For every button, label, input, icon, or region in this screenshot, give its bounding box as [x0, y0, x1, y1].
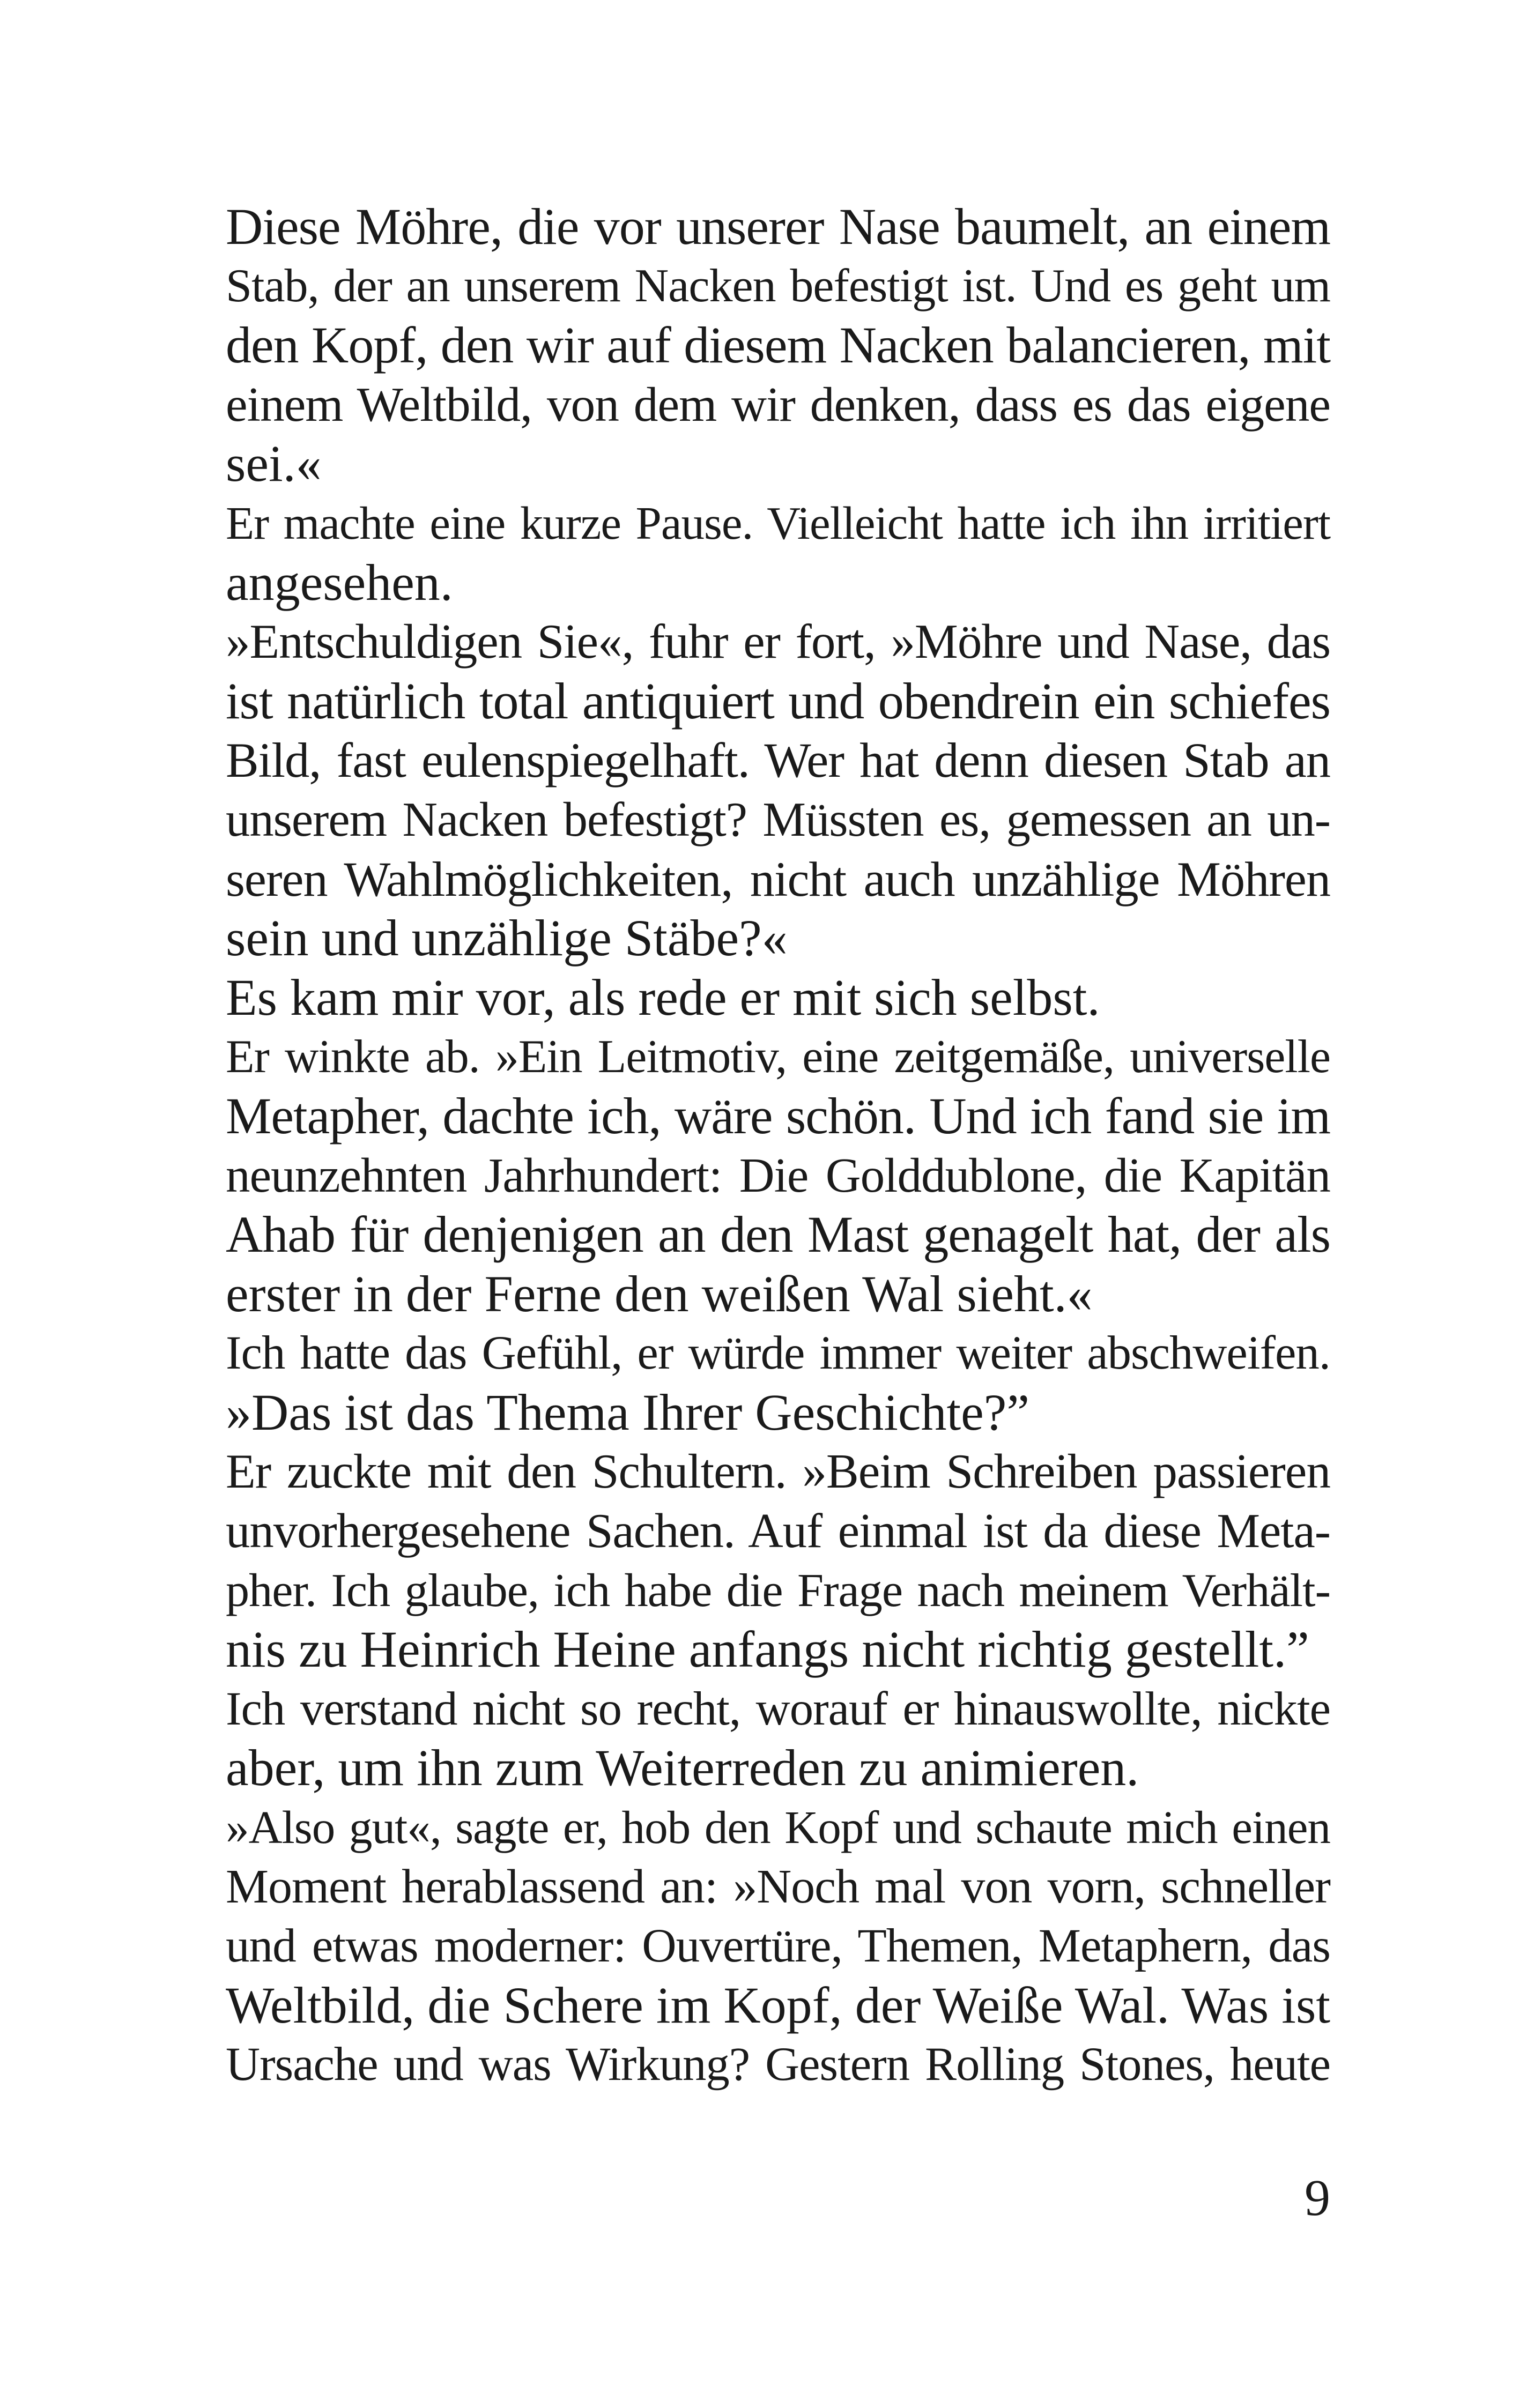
- text-line: ist natürlich total antiquiert und obendrein ein schiefes: [226, 672, 1330, 730]
- text-line: Moment herablassend an: »Noch mal von vorn, schneller: [226, 1860, 1330, 1913]
- text-line: Es kam mir vor, als rede er mit sich selbst.: [226, 968, 1100, 1026]
- text-line: neunzehnten Jahrhundert: Die Golddublone, die Kapitän: [226, 1148, 1330, 1202]
- text-line: Er zuckte mit den Schultern. »Beim Schreiben passieren: [226, 1444, 1330, 1499]
- text-line: Weltbild, die Schere im Kopf, der Weiße Wal. Was ist: [226, 1976, 1330, 2034]
- text-line: angesehen.: [226, 553, 453, 611]
- text-line: »Also gut«, sagte er, hob den Kopf und schaute mich einen: [226, 1801, 1330, 1854]
- text-line: Ahab für denjenigen an den Mast genagelt hat, der als: [226, 1206, 1330, 1264]
- text-line: Stab, der an unserem Nacken befestigt ist. Und es geht um: [226, 259, 1330, 312]
- text-line: Metapher, dachte ich, wäre schön. Und ich fand sie im: [226, 1087, 1330, 1144]
- text-line: Er winkte ab. »Ein Leitmotiv, eine zeitgemäße, universelle: [226, 1030, 1330, 1083]
- text-line: den Kopf, den wir auf diesem Nacken balancieren, mit: [226, 316, 1330, 374]
- text-line: seren Wahlmöglichkeiten, nicht auch unzählige Möhren: [226, 851, 1330, 906]
- text-line: unvorhergesehene Sachen. Auf einmal ist da diese Meta-: [226, 1504, 1330, 1558]
- text-line: aber, um ihn zum Weiterreden zu animieren.: [226, 1739, 1139, 1797]
- text-line: sein und unzählige Stäbe?«: [226, 909, 788, 967]
- text-line: einem Weltbild, von dem wir denken, dass es das eigene: [226, 377, 1330, 432]
- text-line: »Das ist das Thema Ihrer Geschichte?”: [226, 1383, 1029, 1441]
- text-line: und etwas moderner: Ouvertüre, Themen, Metaphern, das: [226, 1920, 1330, 1973]
- text-line: »Entschuldigen Sie«, fuhr er fort, »Möhre und Nase, das: [226, 614, 1330, 669]
- text-line: Ich verstand nicht so recht, worauf er hinauswollte, nickte: [226, 1682, 1330, 1735]
- text-line: Ursache und was Wirkung? Gestern Rolling Stones, heute: [226, 2038, 1330, 2091]
- text-line: Ich hatte das Gefühl, er würde immer weiter abschweifen.: [226, 1327, 1330, 1380]
- text-line: Bild, fast eulenspiegelhaft. Wer hat denn diesen Stab an: [226, 733, 1330, 788]
- text-line: unserem Nacken befestigt? Müssten es, gemessen an un-: [226, 792, 1330, 846]
- text-line: sei.«: [226, 435, 322, 493]
- page-number: 9: [1305, 2169, 1330, 2226]
- text-line: nis zu Heinrich Heine anfangs nicht richtig gestellt.”: [226, 1621, 1309, 1678]
- body-text: [226, 197, 1330, 2094]
- text-line: erster in der Ferne den weißen Wal sieht.«: [226, 1265, 1093, 1322]
- text-line: Er machte eine kurze Pause. Vielleicht hatte ich ihn irritiert: [226, 496, 1330, 549]
- text-line: Diese Möhre, die vor unserer Nase baumelt, an einem: [226, 198, 1330, 255]
- text-line: pher. Ich glaube, ich habe die Frage nach meinem Verhält-: [226, 1564, 1330, 1617]
